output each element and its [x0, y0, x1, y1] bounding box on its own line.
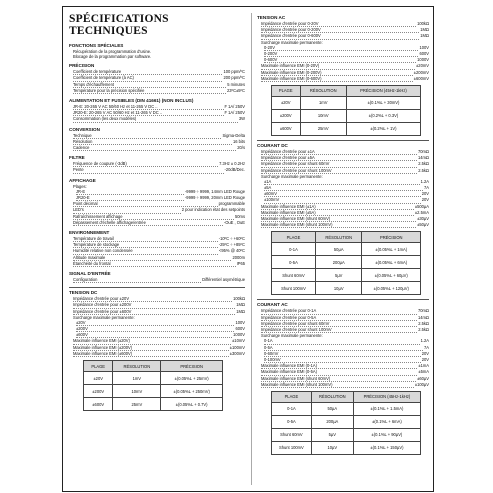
spec-value: ±30µV — [417, 216, 429, 222]
spec-label: ±60mV — [264, 191, 421, 197]
spec-value: 600V — [235, 326, 245, 332]
spec-label: Étanchéité du frontal — [73, 261, 236, 267]
spec-note: Surcharge maximale permanente: — [261, 173, 323, 179]
spec-label: ±200V — [76, 326, 234, 332]
column-divider — [251, 13, 252, 485]
table-cell: 10mV — [300, 109, 346, 122]
spec-value: -25ºC ÷ +85ºC — [218, 242, 245, 248]
spec-value: ±200mV — [413, 69, 429, 75]
right-column — [257, 11, 429, 458]
spec-label: Température de stockage — [73, 242, 218, 248]
spec-value: 1.2A — [420, 178, 429, 184]
spec-table — [83, 360, 223, 411]
table-row — [84, 385, 223, 398]
spec-label: Humidité relative non condensée — [73, 248, 218, 254]
table-cell: ±20V — [84, 372, 113, 385]
spec-label: Maximale influence EMI (0-5A) — [261, 369, 417, 375]
table-row — [272, 243, 421, 256]
spec-value: 14mΩ — [417, 314, 429, 320]
spec-label: Impédance d'entrée pour ±1A — [261, 149, 417, 155]
table-cell: ±(0.2%L + 1V) — [346, 122, 420, 135]
table-cell: Shunt 100mV — [272, 441, 312, 454]
spec-label: Technique — [73, 133, 221, 139]
spec-note: Surcharge maximale permanente: — [261, 39, 323, 45]
spec-value: 1MΩ — [236, 308, 245, 314]
spec-row — [73, 351, 245, 357]
column-header: PRÉCISION — [161, 361, 223, 372]
spec-value: ±100mV — [229, 344, 245, 350]
spec-label: Maximale influence EMI (±1A) — [261, 204, 414, 210]
spec-value: 20V — [421, 356, 429, 362]
table-cell: ±20V — [272, 96, 301, 109]
column-header: RÉSOLUTION — [300, 85, 346, 96]
spec-label: JR20-E — [76, 195, 184, 201]
spec-value: 3W — [238, 116, 245, 122]
spec-label: Impédance d'entrée pour shunt 100mV — [261, 168, 417, 174]
table-cell: ±(0.1%L + 90µV) — [353, 428, 420, 441]
spec-value: Sigma-Delta — [222, 132, 245, 138]
spec-value: 1MΩ — [420, 33, 429, 39]
spec-value: 70mΩ — [417, 308, 429, 314]
spec-label: Maximale influence EMI (shunt 100mV) — [261, 382, 414, 388]
spec-label: Maximale influence EMI (±5A) — [261, 210, 414, 216]
spec-value: ±60µV — [417, 375, 429, 381]
section-heading: TENSION DC — [69, 287, 245, 295]
spec-row — [261, 222, 429, 228]
column-header: RÉSOLUTION — [113, 361, 161, 372]
spec-label: Impédance d'entrée pour shunt 100mV — [261, 327, 417, 333]
spec-value: 100kΩ — [233, 296, 245, 302]
spec-label: JR-E — [76, 189, 184, 195]
spec-note: Surcharge maximale permanente: — [261, 333, 323, 339]
section-heading: SIGNAL D'ENTRÉE — [69, 270, 111, 276]
table-row — [272, 402, 421, 415]
table-cell: ±(0.05%L + 6mA) — [362, 256, 421, 269]
spec-label: Impédance d'entrée pour ±20V — [73, 296, 232, 302]
spec-note: Surcharge maximale permanente: — [73, 314, 135, 320]
table-cell: Shunt 100mV — [272, 282, 316, 295]
section-heading: AFFICHAGE — [69, 177, 96, 183]
spec-row — [73, 145, 245, 151]
spec-label: Altitude maximale — [73, 255, 231, 261]
column-header: PRÉCISION (45Hz-1kHz) — [346, 85, 420, 96]
section-heading: ALIMENTATION ET FUSIBLES (DIN 41661) (NON INCLUS) — [69, 98, 194, 103]
table-row — [272, 256, 421, 269]
spec-row — [261, 33, 429, 39]
section-heading: ENVIRONNEMENT — [69, 229, 110, 235]
spec-row — [73, 88, 245, 94]
spec-value: 100V — [419, 44, 429, 50]
spec-value: 1000V — [417, 57, 429, 63]
spec-label: Impédance d'entrée pour shunt 60mV — [261, 161, 417, 167]
page-title: SPÉCIFICATIONS TECHNIQUES — [69, 13, 169, 37]
spec-label: ±5A — [264, 185, 423, 191]
spec-label: 0-200V — [264, 51, 418, 57]
column-header: PRÉCISION — [362, 232, 421, 243]
spec-value: 2.5kΩ — [418, 167, 429, 173]
spec-value: 20V — [421, 350, 429, 356]
spec-label: Impédance d'entrée pour 0-1A — [261, 308, 417, 314]
spec-label: 0-600V — [264, 57, 416, 63]
section-heading: FILTRE — [69, 155, 85, 161]
spec-label: Maximale influence EMI (shunt 100mV) — [261, 222, 416, 228]
table-row — [272, 122, 421, 135]
spec-value: 200 ppm/ºC — [223, 75, 245, 81]
spec-row — [73, 277, 245, 283]
column-header: PLAGE — [272, 391, 312, 402]
spec-value: <95% @ 40ºC — [218, 248, 245, 254]
spec-label: Maximale influence EMI (0-1A) — [261, 363, 417, 369]
column-header: PLAGE — [84, 361, 113, 372]
table-cell: 0-1A — [272, 402, 312, 415]
spec-value: Différentiel asymétrique — [202, 276, 245, 282]
table-row — [272, 428, 421, 441]
spec-label: Temps d'échauffement — [73, 82, 226, 88]
spec-label: Impédance d'entrée pour 0-600V — [261, 33, 419, 39]
spec-label: Température de travail — [73, 236, 218, 242]
table-cell: ±200V — [84, 385, 113, 398]
spec-label: Configuration — [73, 277, 201, 283]
spec-row — [261, 76, 429, 82]
spec-value: ±100µV — [414, 381, 429, 387]
spec-label: 0-60mV — [264, 351, 421, 357]
spec-value: 100kΩ — [417, 21, 429, 26]
spec-label: Impédance d'entrée pour 0-200V — [261, 27, 419, 33]
spec-row — [261, 168, 429, 174]
spec-label: Pente — [73, 167, 224, 173]
spec-value: 100V — [235, 319, 245, 325]
spec-label: Dépassement d'échelle affichage/entrée — [73, 220, 223, 226]
section-heading: CONVERSION — [69, 126, 100, 132]
table-cell: 0-5A — [272, 415, 312, 428]
spec-label: Consommation (les deux modèles) — [73, 116, 238, 122]
spec-value: -10ºC ÷ +60ºC — [218, 235, 245, 241]
table-cell: ±200V — [272, 109, 301, 122]
spec-row — [73, 116, 245, 122]
table-cell: 50µA — [315, 243, 362, 256]
spec-label: ±1A — [264, 179, 420, 185]
spec-label: Impédance d'entrée pour 0-5A — [261, 315, 417, 321]
column-header: PLAGE — [272, 232, 316, 243]
spec-value: -9999 ÷ 9999, 14mm LED Rouge — [184, 188, 245, 194]
spec-label: ±600V — [76, 332, 232, 338]
spec-value: 100 ppm/ºC — [223, 69, 245, 75]
spec-value: F 1A/ 250V — [224, 104, 245, 109]
spec-value: 5 minutes — [227, 81, 245, 87]
table-row — [272, 415, 421, 428]
spec-value: 14mΩ — [417, 155, 429, 161]
spec-value: 2.5kΩ — [418, 327, 429, 333]
spec-label: Maximale influence EMI (shunt 60mV) — [261, 376, 416, 382]
table-cell: 25mV — [300, 122, 346, 135]
spec-label: Maximale influence EMI (±600V) — [73, 351, 229, 357]
spec-value: 7A — [423, 344, 429, 350]
spec-value: ±50µV — [417, 222, 429, 228]
spec-value: programmable — [218, 201, 245, 207]
spec-label: Résolution — [73, 139, 232, 145]
table-cell: Shunt 60mV — [272, 428, 312, 441]
spec-label: Coefficient de température (à AC) — [73, 75, 222, 81]
table-cell: Shunt 60mV — [272, 269, 316, 282]
spec-value: 2.5kΩ — [418, 161, 429, 167]
spec-label: Impédance d'entrée pour ±600V — [73, 309, 235, 315]
section-heading: TENSION AC — [257, 15, 286, 20]
spec-value: ±2.5mA — [414, 209, 429, 215]
table-row — [272, 96, 421, 109]
table-cell: ±(0.1%L + 150µV) — [353, 441, 420, 454]
table-cell: ±(0.05%L + 250mV) — [161, 385, 223, 398]
table-cell: 10mV — [113, 385, 161, 398]
left-column — [69, 11, 245, 414]
table-header-row — [272, 232, 421, 243]
table-cell: 200µA — [315, 256, 362, 269]
spec-value: 1MΩ — [420, 27, 429, 33]
table-header-row — [272, 391, 421, 402]
spec-label: Impédance d'entrée pour ±5A — [261, 155, 417, 161]
spec-label: Rafraîchissement affichage — [73, 214, 234, 220]
spec-value: -20dB/Dec. — [224, 167, 245, 173]
section-heading: COURANT DC — [257, 140, 429, 148]
column-header: RÉSOLUTION — [311, 391, 353, 402]
table-header-row — [84, 361, 223, 372]
table-cell: ±(0.05%L + 60µV) — [362, 269, 421, 282]
spec-table — [271, 85, 421, 136]
spec-value: ±20mV — [416, 63, 429, 69]
spec-label: JR20-E: 20-265 V AC 50/60 Hz et 11-265 V DC .. — [73, 110, 224, 116]
spec-label: 0-1A — [264, 338, 420, 344]
table-cell: ±600V — [272, 122, 301, 135]
spec-label: Maximale influence EMI (0-200V) — [261, 70, 413, 76]
table-cell: 5µV — [315, 269, 362, 282]
spec-label: Cadence — [73, 145, 236, 151]
spec-label: Température pour la précision spécifiée — [73, 88, 226, 94]
table-cell: 25mV — [113, 398, 161, 411]
spec-label: Maximale influence EMI (0-20V) — [261, 63, 415, 69]
table-cell: 10µV — [311, 441, 353, 454]
table-cell: ±(0.05%L + 25mV) — [161, 372, 223, 385]
spec-value: 20V — [421, 197, 429, 203]
spec-label: 0-20V — [264, 45, 418, 51]
spec-value: 2 pour indication état des setpoints — [181, 207, 245, 213]
section-heading: PRÉCISION — [69, 63, 95, 69]
spec-value: F 1A/ 250V — [224, 110, 245, 116]
spec-row — [261, 382, 429, 388]
table-row — [272, 269, 421, 282]
spec-value: 1000V — [233, 332, 245, 338]
spec-value: 20/s — [237, 145, 245, 151]
spec-label: 0-5A — [264, 345, 423, 351]
spec-value: ±300mV — [229, 350, 245, 356]
spec-row — [73, 309, 245, 315]
spec-value: 16 bits — [232, 138, 245, 144]
spec-value: ±1mA — [418, 363, 429, 369]
spec-value: ±600mV — [413, 75, 429, 81]
spec-value: 2000m — [232, 254, 245, 260]
spec-label: Coefficient de température — [73, 69, 222, 75]
table-cell: ±(0.05%L + 1mA) — [362, 243, 421, 256]
spec-value: -9999 ÷ 9999, 20mm LED Rouge — [184, 194, 245, 200]
table-cell: 10µV — [315, 282, 362, 295]
spec-row — [73, 261, 245, 267]
spec-value: 2.5kΩ — [418, 320, 429, 326]
column-header: RÉSOLUTION — [315, 232, 362, 243]
table-cell: ±(0.2%L + 0.3V) — [346, 109, 420, 122]
spec-value: 7A — [423, 185, 429, 191]
table-row — [272, 441, 421, 454]
spec-value: 23ºC±5ºC — [227, 87, 245, 93]
table-cell: 1mV — [300, 96, 346, 109]
spec-value: -OuE , OuE — [223, 219, 245, 225]
spec-label: Impédance d'entrée pour 0-20V — [261, 21, 416, 27]
table-cell: 5µV — [311, 428, 353, 441]
section-heading: COURANT AC — [257, 299, 429, 307]
table-cell: ±600V — [84, 398, 113, 411]
spec-label: Maximale influence EMI (shunt 60mV) — [261, 216, 416, 222]
spec-label: ±20V — [76, 320, 234, 326]
spec-value: 70mΩ — [417, 148, 429, 154]
spec-table — [271, 391, 421, 455]
table-cell: ±(0.05%L + 120µV) — [362, 282, 421, 295]
spec-label: 0-100mV — [264, 357, 421, 363]
table-cell: 50µA — [311, 402, 353, 415]
spec-value: 1MΩ — [236, 302, 245, 308]
spec-value: ±10mV — [232, 338, 245, 344]
spec-value: IP65 — [236, 260, 245, 266]
spec-note: Plages: — [73, 183, 87, 189]
table-cell: ±(0.05%L + 0.7V) — [161, 398, 223, 411]
spec-value: 600V — [419, 50, 429, 56]
spec-row — [73, 167, 245, 173]
spec-value: ±5mA — [418, 369, 429, 375]
column-header: PRÉCISION (45Hz-1kHz) — [353, 391, 420, 402]
spec-value: 1.2A — [420, 338, 429, 344]
spec-label: Maximale influence EMI (±200V) — [73, 345, 229, 351]
table-cell: 0-1A — [272, 243, 316, 256]
table-cell: ±(0.1%L + 6mA) — [353, 415, 420, 428]
section-heading: FONCTIONS SPÉCIALES — [69, 43, 124, 48]
table-row — [84, 372, 223, 385]
spec-sheet — [62, 6, 434, 492]
table-cell: ±(0.1%L + 1.5mA) — [353, 402, 420, 415]
spec-label: Impédance d'entrée pour shunt 60mV — [261, 321, 417, 327]
spec-label: Maximale influence EMI (±20V) — [73, 338, 231, 344]
spec-value: ±500µA — [414, 203, 429, 209]
spec-label: ±100mV — [264, 197, 421, 203]
table-row — [84, 398, 223, 411]
spec-value: 50ms — [234, 213, 245, 219]
table-row — [272, 282, 421, 295]
spec-label: Point décimal — [73, 201, 218, 207]
table-cell: 0-5A — [272, 256, 316, 269]
column-header: PLAGE — [272, 85, 301, 96]
table-cell: 1mV — [113, 372, 161, 385]
spec-note: Récupération de la programmation d'usine. — [73, 49, 152, 54]
spec-label: Fréquence de coupure (-3dB) — [73, 161, 218, 167]
spec-value: 20V — [421, 191, 429, 197]
table-cell: ±(0.1%L + 30mV) — [346, 96, 420, 109]
spec-label: JR-E: 20-265 V AC 50/60 Hz et 11-265 V DC .. — [73, 104, 224, 110]
spec-label: Impédance d'entrée pour ±200V — [73, 302, 235, 308]
spec-label: LED's — [73, 207, 181, 213]
table-row — [272, 109, 421, 122]
table-cell: 200µA — [311, 415, 353, 428]
spec-value: 7.3Hz ± 0.2Hz — [219, 161, 245, 167]
table-header-row — [272, 85, 421, 96]
spec-table — [271, 231, 421, 295]
spec-row — [73, 220, 245, 226]
spec-note: Blocage de la programmation par software. — [73, 54, 152, 60]
spec-label: Maximale influence EMI (0-600V) — [261, 76, 413, 82]
